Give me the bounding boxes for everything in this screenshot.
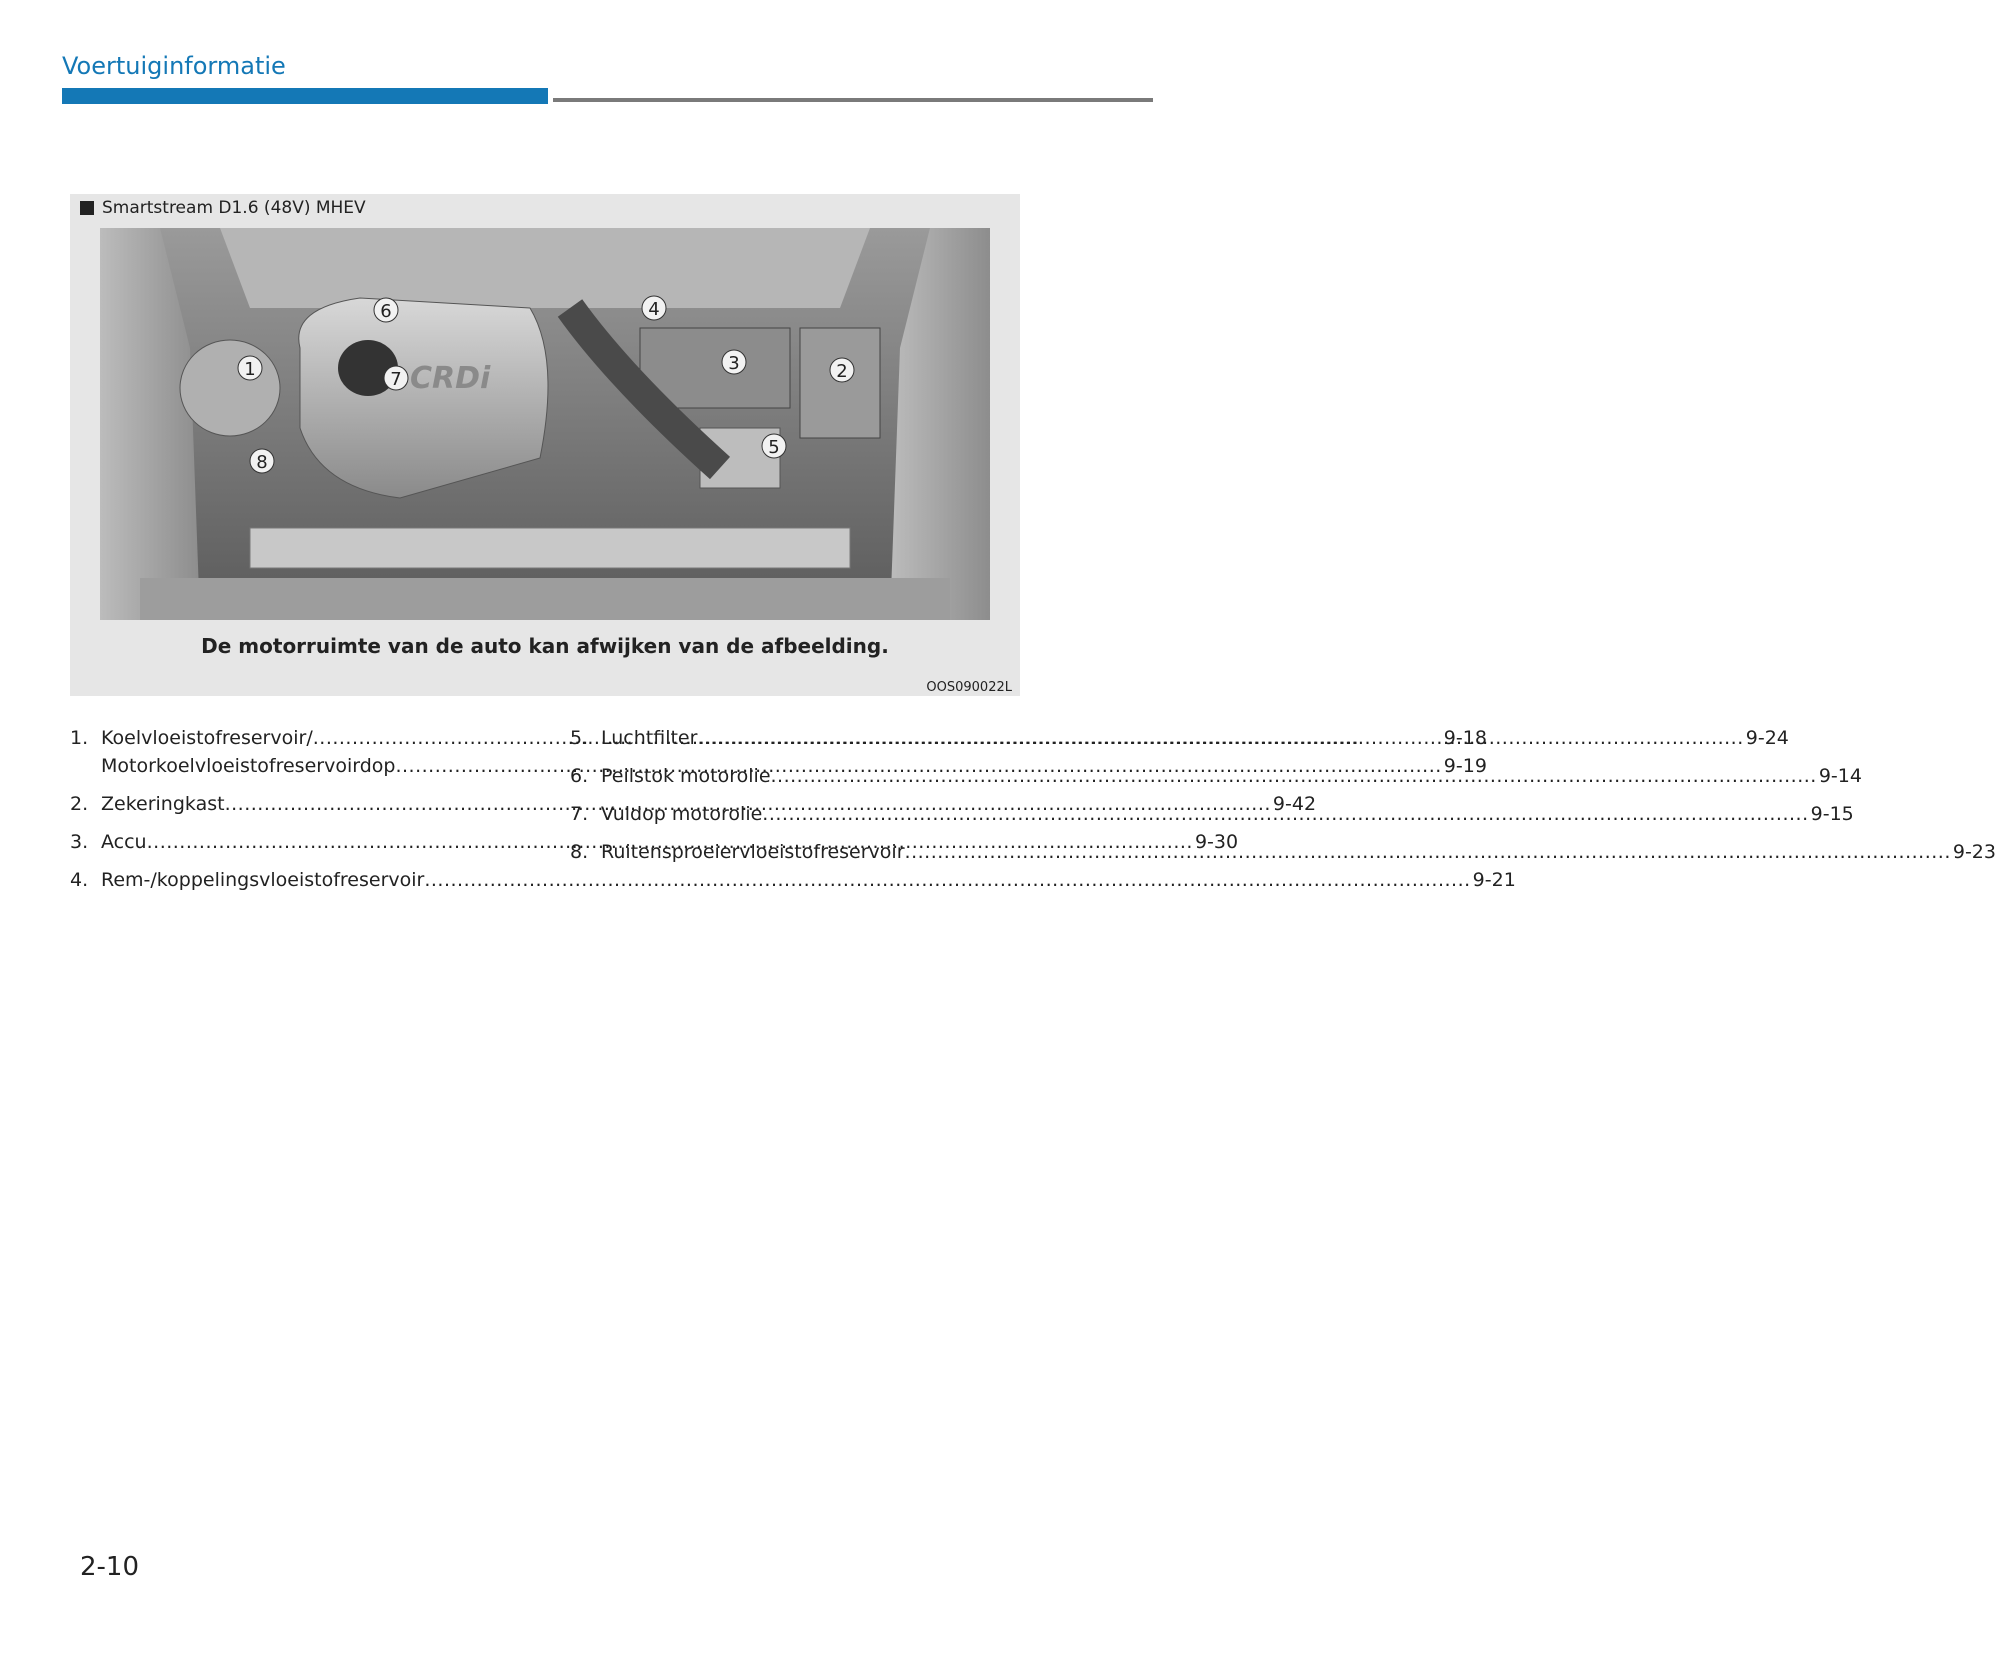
- figure-caption: De motorruimte van de auto kan afwijken van de afbeelding.: [201, 634, 889, 658]
- engine-bay-illustration: [100, 228, 990, 620]
- item-text: Zekeringkast: [101, 793, 225, 815]
- page-ref[interactable]: 9-30: [1194, 831, 1239, 853]
- item-text: Vuldop motorolie: [601, 803, 763, 825]
- item-text: Rem-/koppelingsvloeistofreservoir: [101, 869, 425, 891]
- item-number: 8.: [570, 841, 589, 863]
- callout-1: 1: [244, 359, 256, 380]
- leader-dots: [771, 762, 1817, 790]
- page-ref[interactable]: 9-24: [1745, 727, 1789, 749]
- leader-dots: [905, 838, 1951, 866]
- callout-7: 7: [390, 369, 402, 390]
- item-text: Accu: [101, 831, 147, 853]
- header-rule-accent: [62, 88, 548, 104]
- bumper-area: [140, 578, 950, 620]
- coolant-reservoir: [180, 340, 280, 436]
- page-ref[interactable]: 9-15: [1810, 803, 1854, 825]
- page-ref[interactable]: 9-14: [1818, 765, 1862, 787]
- page-ref[interactable]: 9-19: [1443, 755, 1487, 777]
- square-bullet-icon: [80, 201, 94, 215]
- page-number: 2-10: [80, 1552, 140, 1582]
- leader-dots: [762, 800, 1808, 828]
- list-item: [70, 866, 1516, 894]
- item-number: 4.: [70, 869, 89, 891]
- callout-8: 8: [256, 452, 268, 473]
- item-number: 6.: [570, 765, 589, 787]
- page-ref[interactable]: 9-42: [1272, 793, 1317, 815]
- figure-label: [80, 198, 366, 218]
- callout-3: 3: [728, 353, 740, 374]
- item-number: 7.: [570, 803, 589, 825]
- engine-cover-logo: CRDi: [410, 361, 491, 396]
- item-text: Peilstok motorolie: [601, 765, 771, 787]
- item-number: 3.: [70, 831, 89, 853]
- fuse-box: [800, 328, 880, 438]
- item-number: 1.: [70, 727, 89, 749]
- header-rule: [553, 98, 1153, 102]
- item-text: Motorkoelvloeistofreservoirdop: [101, 755, 396, 777]
- page-ref[interactable]: 9-21: [1472, 869, 1516, 891]
- item-text: Koelvloeistofreservoir/: [101, 727, 313, 749]
- callout-2: 2: [836, 361, 848, 382]
- callout-5: 5: [768, 437, 780, 458]
- leader-dots: [697, 724, 1743, 752]
- figure-label-text: Smartstream D1.6 (48V) MHEV: [102, 198, 366, 218]
- engine-figure: [70, 194, 1020, 696]
- item-number: 5.: [570, 727, 589, 749]
- figure-code: OOS090022L: [926, 680, 1012, 695]
- page-ref[interactable]: 9-23: [1952, 841, 1996, 863]
- item-text: Luchtfilter: [601, 727, 698, 749]
- section-title: Voertuiginformatie: [62, 52, 286, 80]
- page-ref[interactable]: 9-18: [1443, 727, 1487, 749]
- item-text: Ruitensproeiervloeistofreservoir: [601, 841, 905, 863]
- front-crossmember: [250, 528, 850, 568]
- cowl-panel: [220, 228, 870, 308]
- callout-6: 6: [380, 301, 392, 322]
- item-number: 2.: [70, 793, 89, 815]
- callout-4: 4: [648, 299, 660, 320]
